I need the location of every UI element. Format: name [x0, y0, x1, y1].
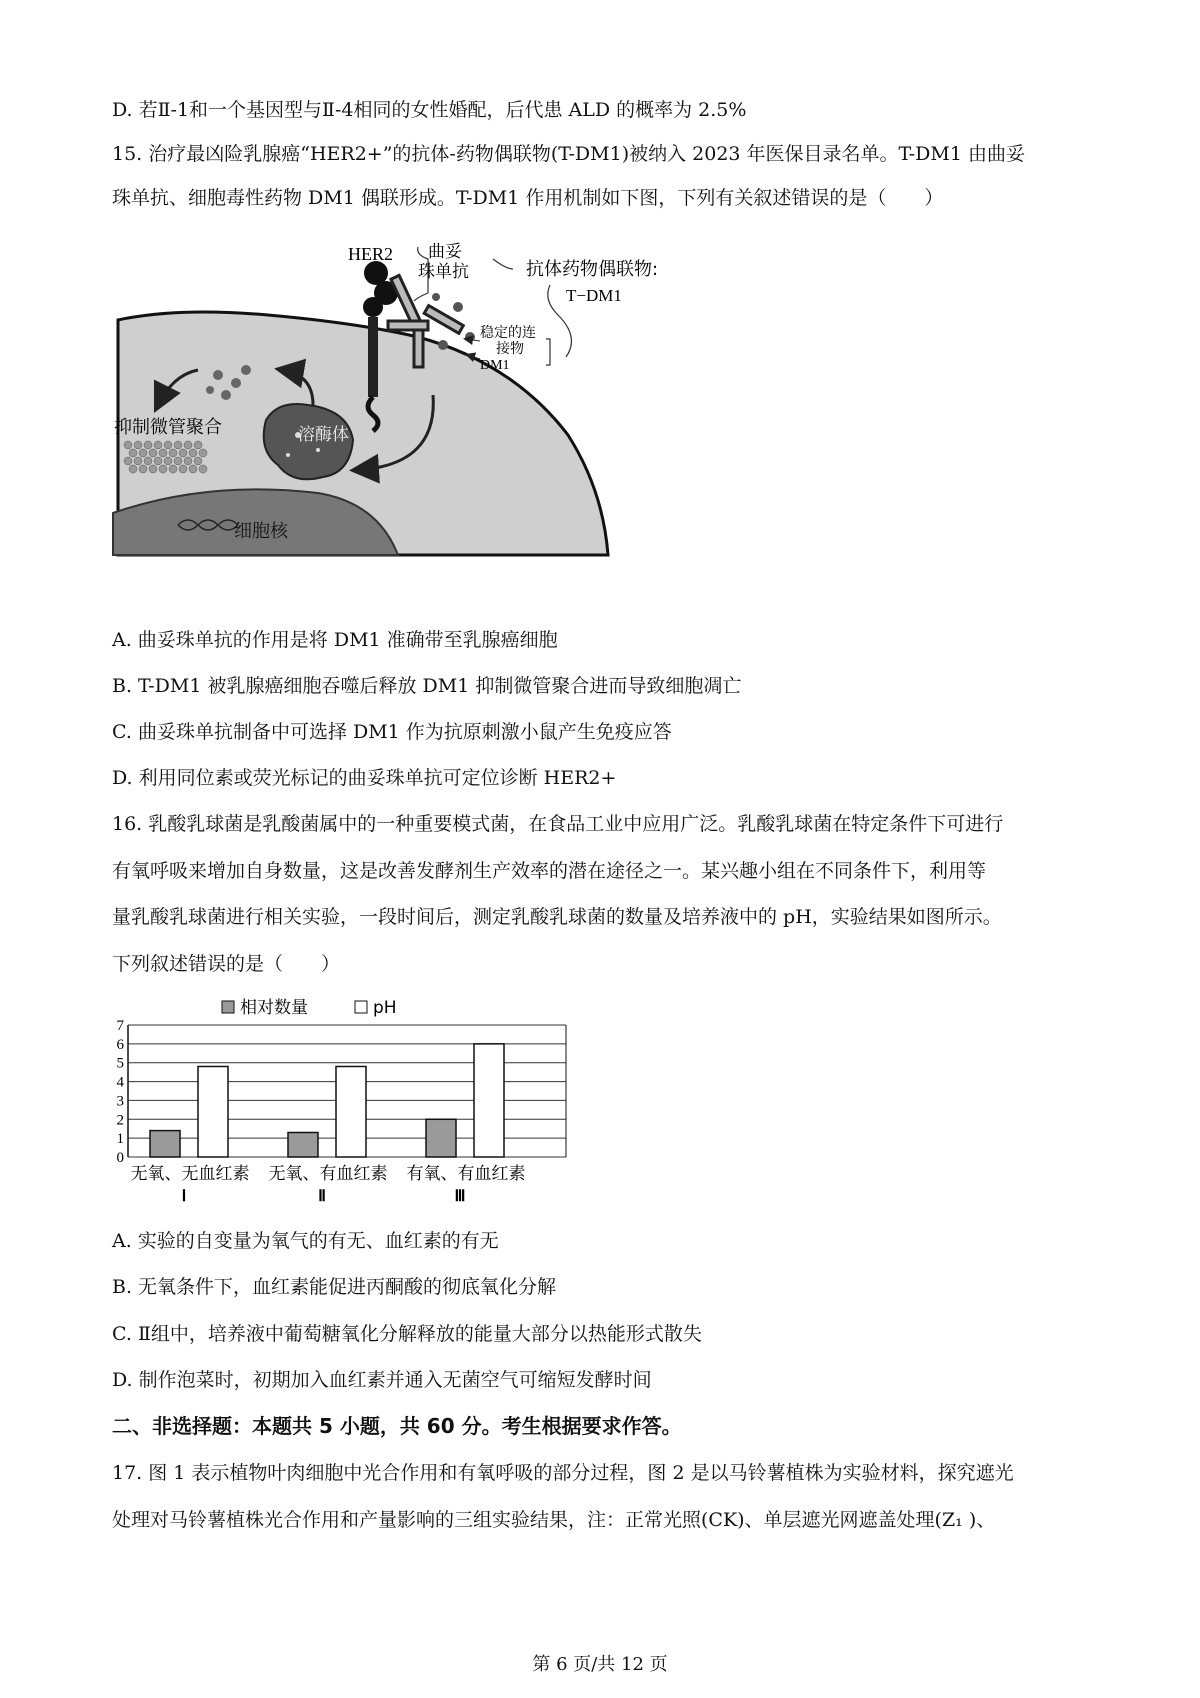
bar-count [288, 1132, 318, 1157]
label-dm1: DM1 [480, 358, 510, 373]
y-tick-label: 5 [116, 1055, 124, 1072]
q15-option-b: B. T-DM1 被乳腺癌细胞吞噬后释放 DM1 抑制微管聚合进而导致细胞凋亡 [112, 675, 742, 697]
bar-chart [112, 995, 612, 1205]
label-antibody-2: 珠单抗 [418, 262, 469, 282]
y-tick-label: 2 [116, 1112, 124, 1129]
legend-swatch [355, 1001, 367, 1013]
q16-stem-3: 量乳酸乳球菌进行相关实验，一段时间后，测定乳酸乳球菌的数量及培养液中的 pH，实验结果如图所示。 [112, 906, 1002, 928]
bar-count [426, 1119, 456, 1157]
y-tick-label: 7 [116, 1018, 124, 1034]
legend-label: 相对数量 [240, 998, 308, 1018]
bar-ph [198, 1066, 228, 1157]
x-category-label: 有氧、有血红素 [406, 1164, 526, 1184]
bar-count [150, 1131, 180, 1157]
bar-ph [474, 1044, 504, 1157]
label-her2: HER2 [348, 244, 393, 264]
label-nucleus: 细胞核 [234, 521, 288, 542]
x-category-label: 无氧、无血红素 [130, 1164, 250, 1184]
q15-option-d: D. 利用同位素或荧光标记的曲妥珠单抗可定位诊断 HER2+ [112, 767, 617, 789]
q17-stem-1: 17. 图 1 表示植物叶肉细胞中光合作用和有氧呼吸的部分过程，图 2 是以马铃薯植株为实验材料，探究遮光 [112, 1462, 1014, 1484]
q16-option-d: D. 制作泡菜时，初期加入血红素并通入无菌空气可缩短发酵时间 [112, 1369, 652, 1391]
q16-option-b: B. 无氧条件下，血红素能促进丙酮酸的彻底氧化分解 [112, 1276, 557, 1298]
label-adc-2: T−DM1 [566, 286, 622, 305]
x-group-label: Ⅲ [454, 1188, 466, 1205]
x-group-label: Ⅱ [318, 1188, 326, 1205]
legend-swatch [222, 1001, 234, 1013]
y-tick-label: 0 [116, 1150, 124, 1166]
y-tick-label: 1 [116, 1131, 124, 1148]
section-2-heading: 二、非选择题：本题共 5 小题，共 60 分。考生根据要求作答。 [112, 1414, 682, 1438]
label-lysosome: 溶酶体 [298, 425, 349, 445]
label-linker-2: 接物 [496, 341, 524, 357]
chart-legend [222, 998, 397, 1018]
q16-option-c: C. Ⅱ组中，培养液中葡萄糖氧化分解释放的能量大部分以热能形式散失 [112, 1323, 702, 1345]
bar-ph [336, 1066, 366, 1157]
q15-stem-1: 15. 治疗最凶险乳腺癌“HER2+”的抗体-药物偶联物(T-DM1)被纳入 2023 年医保目录名单。T-DM1 由曲妥 [112, 143, 1025, 165]
label-adc-1: 抗体药物偶联物: [526, 259, 659, 280]
x-category-label: 无氧、有血红素 [268, 1164, 388, 1184]
y-tick-label: 6 [116, 1036, 124, 1053]
q15-option-a: A. 曲妥珠单抗的作用是将 DM1 准确带至乳腺癌细胞 [112, 629, 558, 651]
tdm1-mechanism-diagram [114, 242, 659, 555]
page-footer: 第 6 页/共 12 页 [532, 1654, 668, 1675]
q16-stem-1: 16. 乳酸乳球菌是乳酸菌属中的一种重要模式菌，在食品工业中应用广泛。乳酸乳球菌在特定条件下可进行 [112, 813, 1004, 835]
q15-stem-2: 珠单抗、细胞毒性药物 DM1 偶联形成。T-DM1 作用机制如下图，下列有关叙述错误的是（ ） [112, 187, 944, 209]
label-inhibit-microtubule: 抑制微管聚合 [114, 417, 222, 438]
label-antibody-1: 曲妥 [428, 242, 462, 262]
q16-option-a: A. 实验的自变量为氧气的有无、血红素的有无 [112, 1230, 499, 1252]
legend-label: pH [373, 998, 397, 1018]
q15-option-c: C. 曲妥珠单抗制备中可选择 DM1 作为抗原刺激小鼠产生免疫应答 [112, 721, 672, 743]
q16-stem-4: 下列叙述错误的是（ ） [112, 953, 341, 975]
option-d-prev: D. 若Ⅱ-1和一个基因型与Ⅱ-4相同的女性婚配，后代患 ALD 的概率为 2.5% [112, 99, 747, 121]
y-tick-label: 3 [116, 1093, 124, 1110]
q16-stem-2: 有氧呼吸来增加自身数量，这是改善发酵剂生产效率的潜在途径之一。某兴趣小组在不同条件下，利用等 [112, 860, 987, 882]
x-group-label: Ⅰ [181, 1188, 187, 1205]
q17-stem-2: 处理对马铃薯植株光合作用和产量影响的三组实验结果，注：正常光照(CK)、单层遮光网遮盖处理(Z₁ )、 [112, 1509, 996, 1531]
y-tick-label: 4 [116, 1074, 124, 1091]
label-linker-1: 稳定的连 [480, 325, 536, 341]
